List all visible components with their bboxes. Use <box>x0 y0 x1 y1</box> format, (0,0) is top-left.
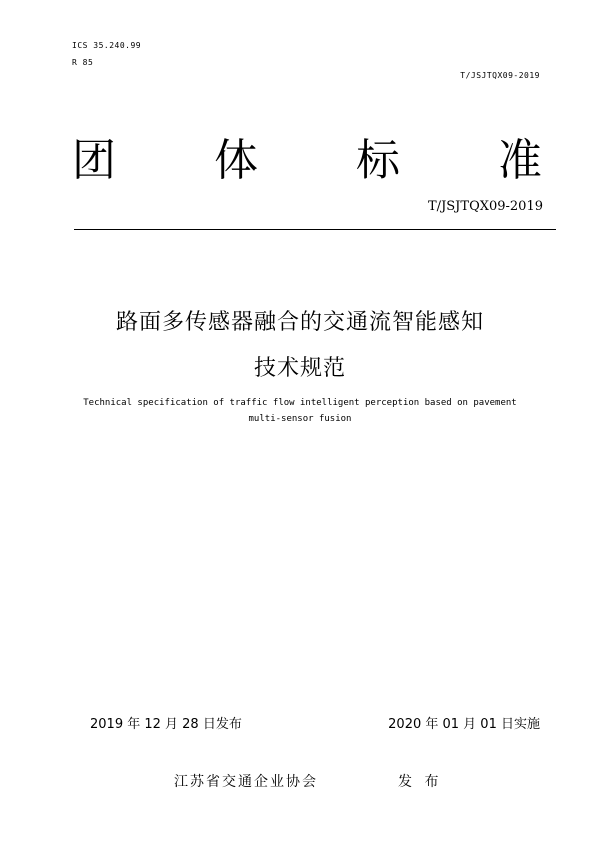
issue-date: 2019 年 12 月 28 日发布 <box>90 717 242 732</box>
ics-code: ICS 35.240.99 <box>72 41 142 50</box>
standard-title-cn-line2: 技术规范 <box>253 356 346 381</box>
title-divider <box>74 229 556 230</box>
title-char-1: 团 <box>72 135 116 186</box>
title-char-2: 体 <box>214 135 258 186</box>
standard-number-top: T/JSJTQX09-2019 <box>460 71 540 80</box>
title-char-3: 标 <box>356 135 400 186</box>
standard-title-en-line2: multi-sensor fusion <box>248 414 352 424</box>
standard-title-en-line1: Technical specification of traffic flow intelligent perception based on pavement <box>83 398 517 408</box>
standard-number-main: T/JSJTQX09-2019 <box>428 199 543 214</box>
document-type-title <box>72 136 542 186</box>
ccs-code: R 85 <box>72 58 94 67</box>
title-char-4: 准 <box>498 135 542 186</box>
standard-title-cn-line1: 路面多传感器融合的交通流智能感知 <box>115 310 484 335</box>
implementation-date: 2020 年 01 月 01 日实施 <box>388 717 540 732</box>
publisher-name: 江苏省交通企业协会 <box>174 774 318 790</box>
publish-label: 发 布 <box>398 774 443 790</box>
